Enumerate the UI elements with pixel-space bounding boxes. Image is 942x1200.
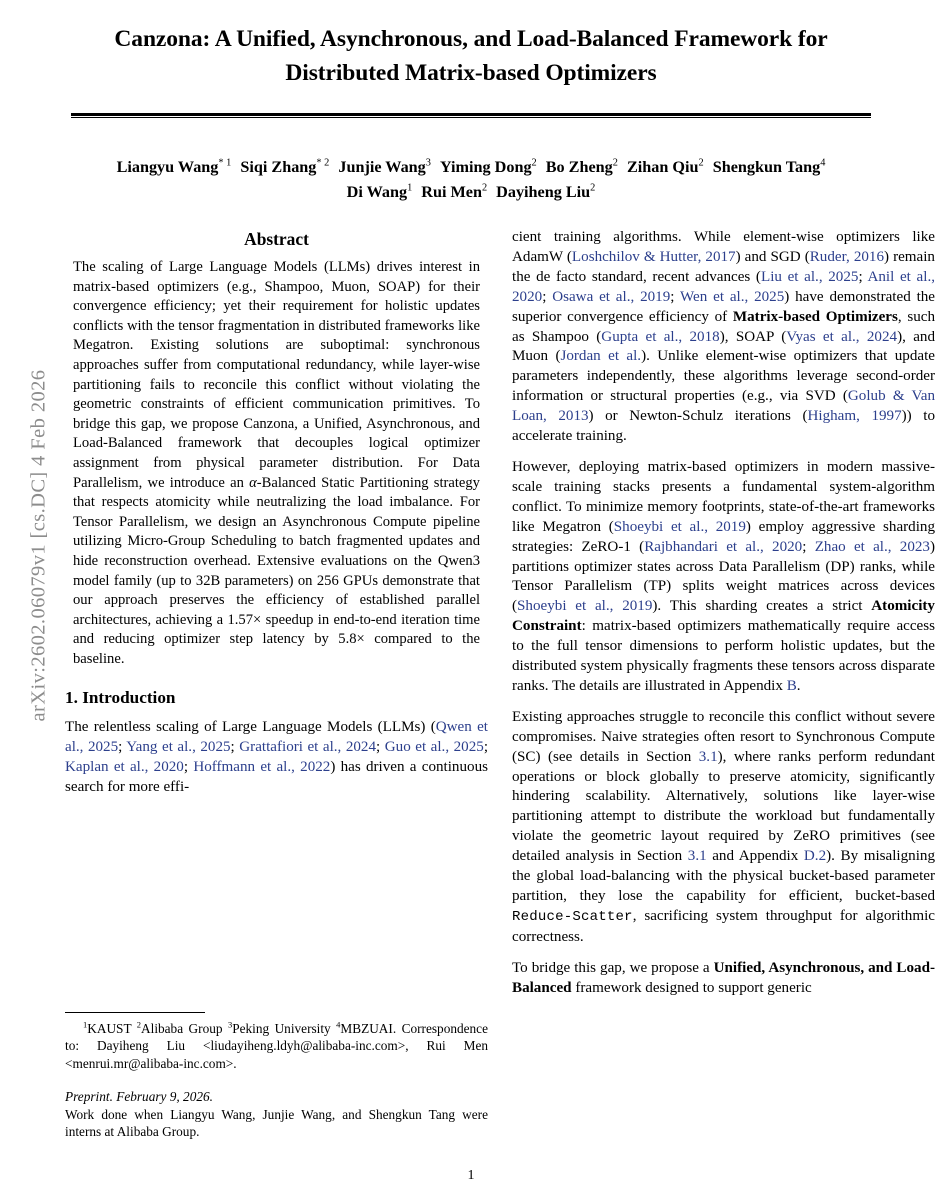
paragraph: [512, 959, 935, 999]
inline-text: ;: [483, 739, 489, 756]
author-affiliation-marker: * 2: [316, 157, 330, 169]
inline-text: To bridge this gap, we propose a: [512, 959, 714, 976]
author-affiliation-marker: 2: [481, 182, 488, 194]
footnote-preprint: Preprint. February 9, 2026.: [65, 1089, 213, 1105]
citation-link[interactable]: Vyas et al., 2024: [786, 328, 898, 345]
inline-text: Peking University: [232, 1021, 337, 1036]
inline-text: compared to the baseline.: [73, 631, 480, 667]
inline-text: Work done when Liangyu Wang, Junjie Wang, and Shengkun Tang were interns at Alibaba Group.: [65, 1106, 488, 1140]
citation-link[interactable]: Grattafiori et al., 2024: [239, 739, 377, 756]
author-name: Rui Men$^2$: [421, 182, 488, 201]
inline-text: ;: [230, 739, 240, 756]
paragraph: [512, 228, 935, 447]
inline-text: ;: [542, 288, 553, 305]
citation-link[interactable]: Higham, 1997: [807, 408, 902, 425]
right-column: [512, 228, 935, 999]
author-affiliation-marker: 2: [698, 157, 704, 169]
author-affiliation-marker: * 1: [218, 157, 232, 169]
inline-text: , sacrificing system throughput for algorithmic correctness.: [512, 907, 935, 945]
inline-text: )) to accelerate training.: [512, 408, 935, 445]
paper-header: [71, 22, 871, 118]
paragraph: [65, 718, 488, 798]
author-block: [71, 155, 871, 205]
inline-text: The scaling of Large Language Models (LLMs) drives interest in matrix-based optimizers (e.g., Shampoo, Muon, SOAP) for their convergence efficiency; yet their requirement for holistic updates conflicts with the tensor fragmentation in distributed frameworks like Megatron. Existing solutions are suboptimal: synchronous approaches suffer from computational redundancy, while layer-wise partitioning fails to reconcile this conflict without violating the geometric constraints of efficient communication primitives. To bridge this gap, we propose Canzona, a Unified, Asynchronous, and Load-Balanced framework that decouples logical optimizer assignment from physical parameter distribution. For Data Parallelism, we introduce an: [73, 259, 480, 491]
citation-link[interactable]: Hoffmann et al., 2022: [193, 759, 331, 776]
inline-text: framework designed to support generic: [571, 979, 812, 996]
citation-link[interactable]: Shoeybi et al., 2019: [517, 598, 653, 615]
inline-text: ). By misaligning the global load-balancing with the physical bucket-based parameter partition, they lose the capability for efficient, bucket-based: [512, 848, 935, 904]
left-column: [65, 228, 488, 798]
inline-text: ;: [858, 268, 868, 285]
author-name: Liangyu Wang$^{* 1}$: [116, 157, 232, 176]
author-name: Di Wang$^1$: [346, 182, 413, 201]
citation-link[interactable]: Kaplan et al., 2020: [65, 759, 184, 776]
footnote-marker: 3: [227, 1019, 233, 1030]
inline-text: ;: [802, 538, 815, 555]
author-name: Junjie Wang$^3$: [338, 157, 431, 176]
citation-link[interactable]: Gupta et al., 2018: [601, 328, 720, 345]
inline-text: However, deploying matrix-based optimizers in modern massive-scale training stacks presents a fundamental system-algorithm conflict. To minimize memory footprints, state-of-the-art frameworks like Megatron (: [512, 458, 935, 535]
citation-link[interactable]: Golub & Van Loan, 2013: [512, 388, 935, 425]
code-text: Reduce-Scatter: [512, 908, 633, 925]
inline-text: ) or Newton-Schulz iterations (: [588, 408, 808, 425]
footnote-marker: 2: [136, 1019, 142, 1030]
inline-text: ) have demonstrated the superior convergence efficiency of: [512, 288, 936, 325]
inline-text: -Balanced Static Partitioning strategy that respects atomicity while neutralizing the load imbalance. For Tensor Parallelism, we design an Asynchronous Compute pipeline utilizing Micro-Group Scheduling to batch fragmented updates and hide reconstruction overhead. Extensive evaluations on the Qwen3 model family (up to 32B parameters) on 256 GPUs demonstrate that our approach preserves the efficiency of established parallel architectures, achieving a: [73, 474, 480, 628]
inline-text: 5.8×: [338, 631, 365, 648]
inline-text: ;: [376, 739, 385, 756]
footnote-affiliations: [65, 1020, 488, 1072]
citation-link[interactable]: Jordan et al.: [560, 348, 642, 365]
paragraph: [512, 708, 935, 948]
author-name: Siqi Zhang$^{* 2}$: [240, 157, 330, 176]
citation-link[interactable]: 3.1: [687, 848, 707, 865]
emphasis-text: Atomicity Constraint: [512, 598, 935, 635]
author-name: Shengkun Tang$^4$: [712, 157, 826, 176]
citation-link[interactable]: Osawa et al., 2019: [552, 288, 671, 305]
title-rule: [71, 113, 871, 118]
arxiv-stamp: arXiv:2602.06079v1 [cs.DC] 4 Feb 2026: [27, 369, 50, 722]
inline-text: ) remain the de facto standard, recent advances (: [512, 248, 935, 285]
author-affiliation-marker: 1: [407, 182, 413, 194]
abstract-body: [65, 258, 488, 669]
footnote-interns: [65, 1106, 488, 1141]
citation-link[interactable]: Wen et al., 2025: [680, 288, 785, 305]
author-line-1: [71, 155, 871, 180]
author-affiliation-marker: 2: [531, 157, 537, 169]
inline-text: MBZUAI. Correspondence to: Dayiheng Liu <liudayiheng.ldyh@alibaba-inc.com>, Rui Men <menrui.mr@alibaba-inc.com>.: [65, 1021, 488, 1071]
footnote-block: [65, 1012, 488, 1140]
abstract-heading: Abstract: [244, 229, 309, 249]
inline-text: ), where ranks perform redundant operations or block globally to preserve atomicity, significantly hindering scalability. Alternatively, solutions like layer-wise partitioning attempt to distribute the workload but fundamentally violate the geometric layout required by ZeRO primitives (see detailed analysis in Section: [512, 748, 935, 865]
inline-text: ) has driven a continuous search for more effi-: [65, 759, 488, 796]
inline-text: The relentless scaling of Large Language Models (LLMs) (: [65, 719, 436, 736]
footnote-marker: 4: [336, 1019, 341, 1030]
author-name: Yiming Dong$^2$: [439, 157, 537, 176]
inline-text: .: [796, 677, 801, 694]
citation-link[interactable]: Zhao et al., 2023: [814, 538, 930, 555]
citation-link[interactable]: Anil et al., 2020: [512, 268, 935, 305]
inline-text: speedup in end-to-end iteration time and reducing optimizer step latency by: [73, 611, 481, 648]
inline-text: and Appendix: [706, 848, 804, 865]
inline-text: ). This sharding creates a strict: [652, 598, 872, 615]
inline-text: , such as Shampoo (: [512, 308, 936, 345]
introduction-right-text: [512, 228, 935, 999]
citation-link[interactable]: B: [786, 677, 797, 694]
author-name: Dayiheng Liu$^2$: [496, 182, 596, 201]
citation-link[interactable]: Shoeybi et al., 2019: [613, 518, 746, 535]
author-name: Bo Zheng$^2$: [545, 157, 618, 176]
citation-link[interactable]: Ruder, 2016: [809, 248, 885, 265]
inline-text: ) partitions optimizer states across Data Parallelism (DP) ranks, while Tensor Parallelism (TP) splits weight matrices across devices (: [512, 538, 936, 615]
inline-text: ;: [183, 759, 194, 776]
inline-text: 1.57×: [227, 611, 262, 628]
inline-text: ), SOAP (: [719, 328, 787, 345]
section-heading-introduction: 1. Introduction: [65, 688, 176, 708]
title-rule-thin: [71, 117, 871, 118]
inline-text: Existing approaches struggle to reconcile this conflict without severe compromises. Naive strategies often resort to Synchronous Compute (SC) (see details in Section: [512, 708, 935, 765]
inline-text: KAUST: [87, 1021, 137, 1036]
author-line-2: [71, 180, 871, 205]
citation-link[interactable]: D.2: [803, 848, 827, 865]
emphasis-text: Unified, Asynchronous, and Load-Balanced: [512, 959, 935, 996]
citation-link[interactable]: Qwen et al., 2025: [65, 719, 488, 756]
inline-text: : matrix-based optimizers mathematically require access to the full tensor dimensions to perform holistic updates, but the distributed system physically fragments these tensors across disparate ranks. The details are illustrated in Appendix: [512, 618, 935, 694]
citation-link[interactable]: Liu et al., 2025: [760, 268, 859, 285]
citation-link[interactable]: 3.1: [698, 748, 718, 765]
author-affiliation-marker: 2: [590, 182, 596, 194]
footnote-rule: [65, 1012, 205, 1013]
inline-text: cient training algorithms. While element-wise optimizers like AdamW (: [512, 229, 935, 265]
inline-text: Alibaba Group: [141, 1021, 228, 1036]
author-affiliation-marker: 4: [820, 157, 826, 169]
page-title: Canzona: A Unified, Asynchronous, and Load-Balanced Framework for Distributed Matrix-based Optimizers: [114, 26, 828, 86]
author-affiliation-marker: 2: [612, 157, 618, 169]
citation-link[interactable]: Loshchilov & Hutter, 2017: [571, 248, 736, 265]
introduction-left-text: [65, 718, 488, 798]
author-name: Zihan Qiu$^2$: [626, 157, 704, 176]
author-affiliation-marker: 3: [425, 157, 431, 169]
citation-link[interactable]: Rajbhandari et al., 2020: [644, 538, 803, 555]
inline-text: α: [249, 474, 257, 491]
page-number: 1: [467, 1168, 475, 1183]
inline-text: ;: [118, 739, 127, 756]
citation-link[interactable]: Yang et al., 2025: [126, 739, 231, 756]
paragraph: [512, 458, 935, 697]
citation-link[interactable]: Guo et al., 2025: [384, 739, 484, 756]
inline-text: ), and Muon (: [512, 328, 936, 365]
inline-text: ;: [670, 288, 681, 305]
inline-text: ). Unlike element-wise optimizers that update parameters independently, these algorithms leverage second-order information or structural properties (e.g., via SVD (: [512, 348, 935, 405]
footnote-marker: 1: [83, 1019, 88, 1030]
inline-text: ) and SGD (: [735, 248, 810, 265]
emphasis-text: Matrix-based Optimizers: [732, 308, 898, 325]
inline-text: ) employ aggressive sharding strategies: ZeRO-1 (: [512, 518, 935, 555]
